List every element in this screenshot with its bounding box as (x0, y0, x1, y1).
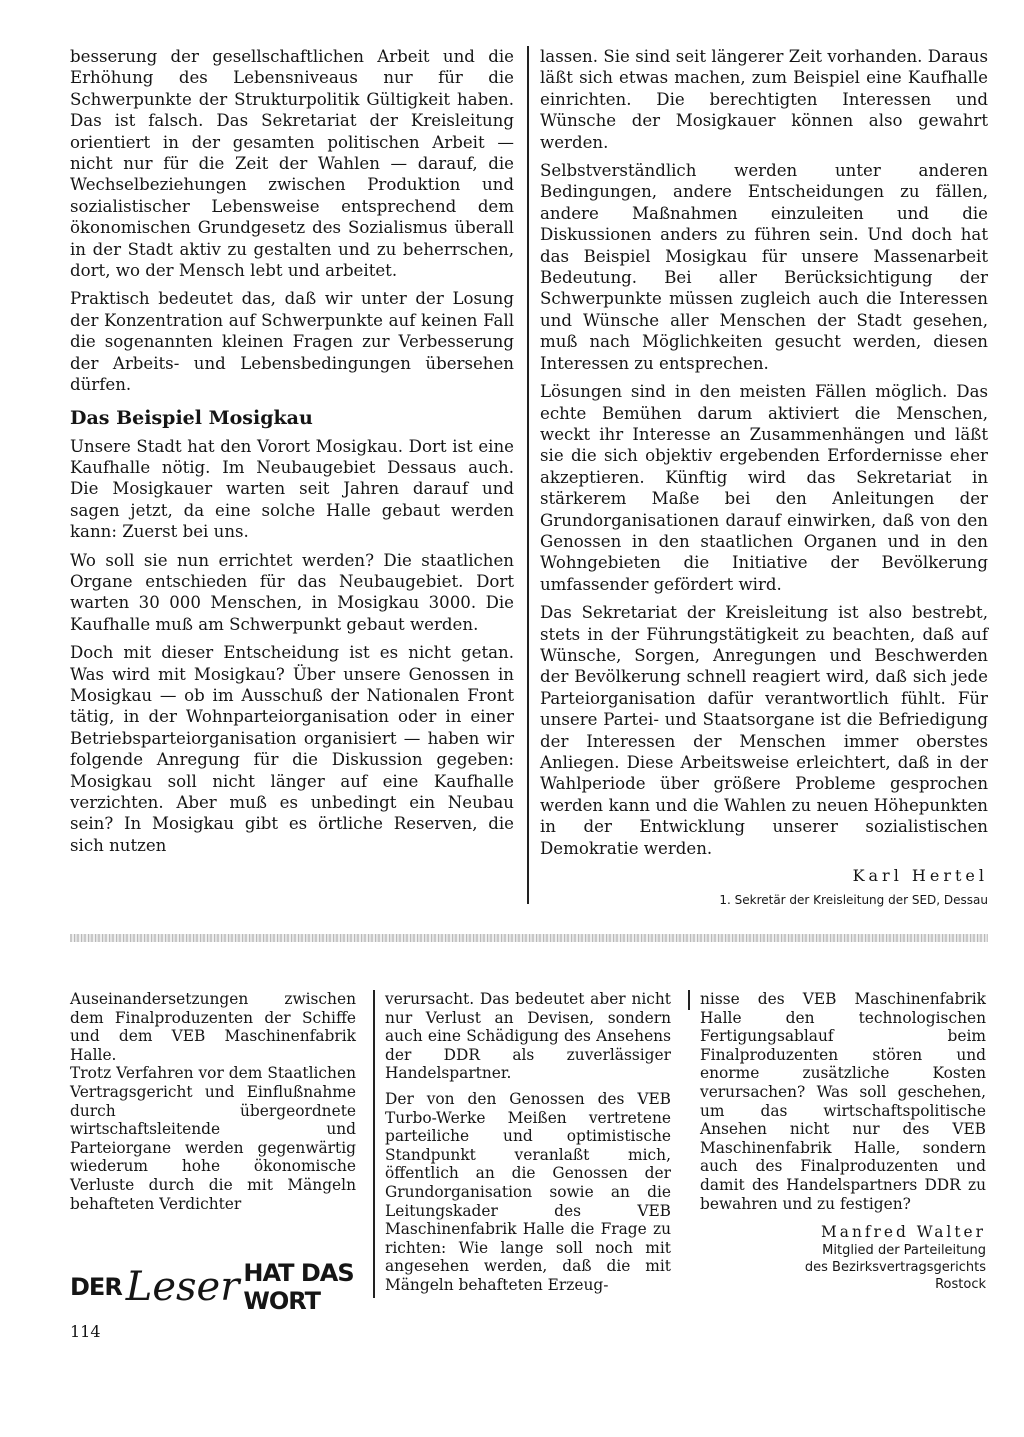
column-divider-rule (527, 46, 529, 904)
article-paragraph: Praktisch bedeutet das, daß wir unter der Losung der Konzentration auf Schwerpunkte auf keinen Fall die sogenannten kleinen Fragen zur Verbesserung der Arbeits- und Lebensbedingungen übersehen dürfen. (70, 289, 514, 395)
article-paragraph: Doch mit dieser Entscheidung ist es nicht getan. Was wird mit Mosigkau? Über unsere Genossen in Mosigkau — ob im Ausschuß der Nationalen Front tätig, in der Wohnparteiorganisation oder in einer Betriebsparteiorganisation organisiert — haben wir folgende Anregung für die Diskussion gegeben: Mosigkau soll nicht länger auf eine Kaufhalle verzichten. Aber muß es unbedingt ein Neubau sein? In Mosigkau gibt es örtliche Reserven, die sich nutzen (70, 643, 514, 855)
column-divider-rule (688, 990, 690, 1010)
article-left-column (70, 46, 514, 856)
column-divider-rule (373, 990, 375, 1298)
letter-author-title: Mitglied der Parteileitung (822, 1242, 986, 1258)
letter-author-signature: Manfred Walter (821, 1223, 986, 1242)
letter-column-2 (385, 990, 671, 1295)
article-right-column (540, 46, 988, 912)
author-title: 1. Sekretär der Kreisleitung der SED, Dessau (719, 893, 988, 908)
author-signature: Karl Hertel (852, 866, 988, 886)
letter-column-1 (70, 990, 356, 1213)
letter-column-3 (700, 990, 986, 1293)
readers-rubric-logo (70, 1259, 356, 1315)
article-paragraph: Lösungen sind in den meisten Fällen möglich. Das echte Bemühen darum aktiviert die Menschen, weckt ihr Interesse an Zusammenhängen und läßt sie die sich objektiv ergebenden Erfordernisse eher akzeptieren. Künftig wird das Sekretariat in stärkerem Maße bei den Anleitungen der Grundorganisationen darauf einwirken, daß von den Genossen in den staatlichen Organen und in den Wohngebieten die Initiative der Bevölkerung umfassender gefördert wird. (540, 382, 988, 594)
article-paragraph: Selbstverständlich werden unter anderen Bedingungen, andere Entscheidungen zu fällen, andere Maßnahmen einzuleiten und die Diskussionen anders zu führen sein. Und doch hat das Beispiel Mosigkau für unsere Massenarbeit Bedeutung. Bei aller Berücksichtigung der Schwerpunkte müssen zugleich auch die Interessen und Wünsche aller Menschen der Stadt gesehen, muß nach Möglichkeiten gesucht werden, diesen Interessen zu entsprechen. (540, 161, 988, 373)
section-heading: Das Beispiel Mosigkau (70, 406, 313, 429)
article-paragraph: lassen. Sie sind seit längerer Zeit vorhanden. Daraus läßt sich etwas machen, zum Beispiel eine Kaufhalle einrichten. Die berechtigten Interessen und Wünsche der Mosigkauer können also gewahrt werden. (540, 47, 988, 152)
letter-author-title: Rostock (935, 1276, 986, 1292)
article-paragraph: Das Sekretariat der Kreisleitung ist also bestrebt, stets in der Führungstätigkeit zu beachten, daß auf Wünsche, Sorgen, Anregungen und Beschwerden der Bevölkerung schnell reagiert wird, daß sich jede Parteiorganisation dafür verantwortlich fühlt. Für unsere Partei- und Staatsorgane ist die Befriedigung der Interessen der Menschen immer oberstes Anliegen. Diese Arbeitsweise erleichtert, daß in der Wahlperiode über größere Probleme gesprochen werden kann und die Wahlen zu neuen Höhepunkten in der Entwicklung unserer sozialistischen Demokratie werden. (540, 603, 988, 858)
letter-paragraph: Der von den Genossen des VEB Turbo-Werke Meißen vertretene parteiliche und optimistische Standpunkt veranlaßt mich, öffentlich an die Genossen der Grundorganisation sowie an die Leitungskader des VEB Maschinenfabrik Halle die Frage zu richten: Wie lange soll noch mit angesehen werden, daß die mit Mängeln behafteten Erzeug- (385, 1089, 671, 1294)
letter-paragraph: nisse des VEB Maschinenfabrik Halle den technologischen Fertigungsablauf beim Finalproduzenten stören und enorme zusätzliche Kosten verursachen? Was soll geschehen, um das wirtschaftspolitische Ansehen nicht nur des VEB Maschinenfabrik Halle, sondern auch des Finalproduzenten und damit des Handelspartners DDR zu bewahren und zu festigen? (700, 990, 986, 1213)
letter-paragraph: Auseinandersetzungen zwischen dem Finalproduzenten der Schiffe und dem VEB Maschinenfabrik Halle. (70, 990, 356, 1064)
article-paragraph: Wo soll sie nun errichtet werden? Die staatlichen Organe entschieden für das Neubaugebiet. Dort warten 30 000 Menschen, in Mosigkau 3000. Die Kaufhalle muß am Schwerpunkt gebaut werden. (70, 550, 514, 634)
rubric-text: DER (70, 1273, 122, 1301)
page-number: 114 (70, 1322, 101, 1341)
rubric-script-word: Leser (125, 1264, 240, 1310)
article-paragraph: Unsere Stadt hat den Vorort Mosigkau. Dort ist eine Kaufhalle nötig. Im Neubaugebiet Dessaus auch. Die Mosigkauer warten seit Jahren darauf und sagen jetzt, da eine solche Halle gebaut werden kann: Zuerst bei uns. (70, 436, 514, 542)
letter-author-title: des Bezirksvertragsgerichts (804, 1259, 986, 1275)
letter-paragraph: Trotz Verfahren vor dem Staatlichen Vertragsgericht und Einflußnahme durch übergeordnete wirtschaftsleitende und Parteiorgane werden gegenwärtig wiederum hohe ökonomische Verluste durch die mit Mängeln behafteten Verdichter (70, 1064, 356, 1213)
article-paragraph: besserung der gesellschaftlichen Arbeit und die Erhöhung des Lebensniveaus nur für die Schwerpunkte der Strukturpolitik Gültigkeit haben. Das ist falsch. Das Sekretariat der Kreisleitung orientiert in der gesamten politischen Arbeit — nicht nur für die Zeit der Wahlen — darauf, die Wechselbeziehungen zwischen Produktion und sozialistischer Lebensweise entsprechend dem ökonomischen Grundgesetz des Sozialismus überall in der Stadt aktiv zu gestalten und zu beherrschen, dort, wo der Mensch lebt und arbeitet. (70, 47, 514, 281)
rubric-text: HAT DAS WORT (243, 1259, 354, 1315)
section-divider (70, 934, 988, 942)
letter-paragraph: verursacht. Das bedeutet aber nicht nur Verlust an Devisen, sondern auch eine Schädigung des Ansehens der DDR als zuverlässiger Handelspartner. (385, 990, 671, 1083)
